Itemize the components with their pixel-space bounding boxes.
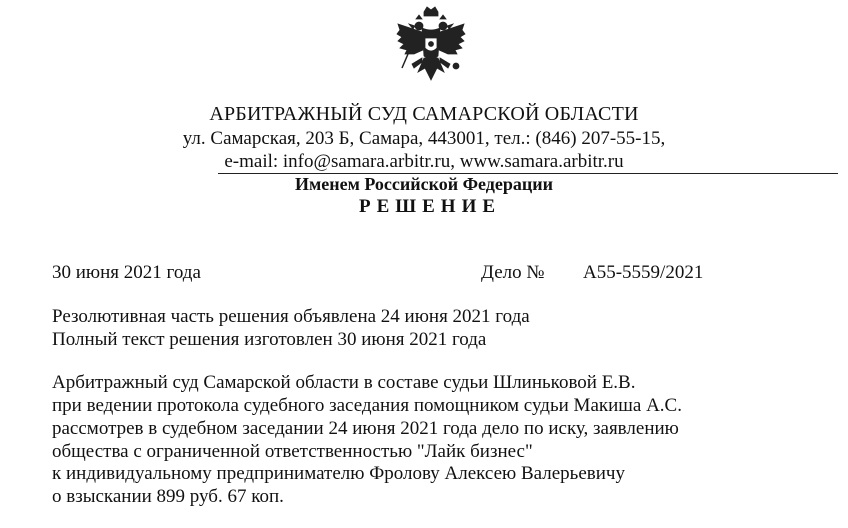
body-line: о взыскании 899 руб. 67 коп. (52, 486, 284, 507)
court-name: АРБИТРАЖНЫЙ СУД САМАРСКОЙ ОБЛАСТИ (209, 103, 639, 125)
body-line: рассмотрев в судебном заседании 24 июня 2021 года дело по иску, заявлению (52, 418, 679, 439)
body-line: при ведении протокола судебного заседания помощником судьи Макиша А.С. (52, 395, 682, 416)
body-line: Арбитражный суд Самарской области в составе судьи Шлиньковой Е.В. (52, 372, 636, 393)
publication-line: Полный текст решения изготовлен 30 июня 2021 года (52, 329, 487, 350)
case-number: А55-5559/2021 (583, 262, 704, 283)
decision-date: 30 июня 2021 года (52, 262, 201, 283)
body-line: к индивидуальному предпринимателю Фролову Алексею Валерьевичу (52, 463, 625, 484)
decision-title: РЕШЕНИЕ (358, 196, 502, 217)
publication-line: Резолютивная часть решения объявлена 24 июня 2021 года (52, 306, 530, 327)
coat-of-arms-emblem (394, 6, 468, 90)
case-label: Дело № (481, 262, 545, 283)
in-the-name-heading: Именем Российской Федерации (294, 174, 554, 194)
court-address: ул. Самарская, 203 Б, Самара, 443001, тел.: (846) 207-55-15, (182, 128, 666, 149)
court-contacts: e-mail: info@samara.arbitr.ru, www.samara.arbitr.ru (224, 151, 624, 172)
body-line: общества с ограниченной ответственностью "Лайк бизнес" (52, 441, 533, 462)
